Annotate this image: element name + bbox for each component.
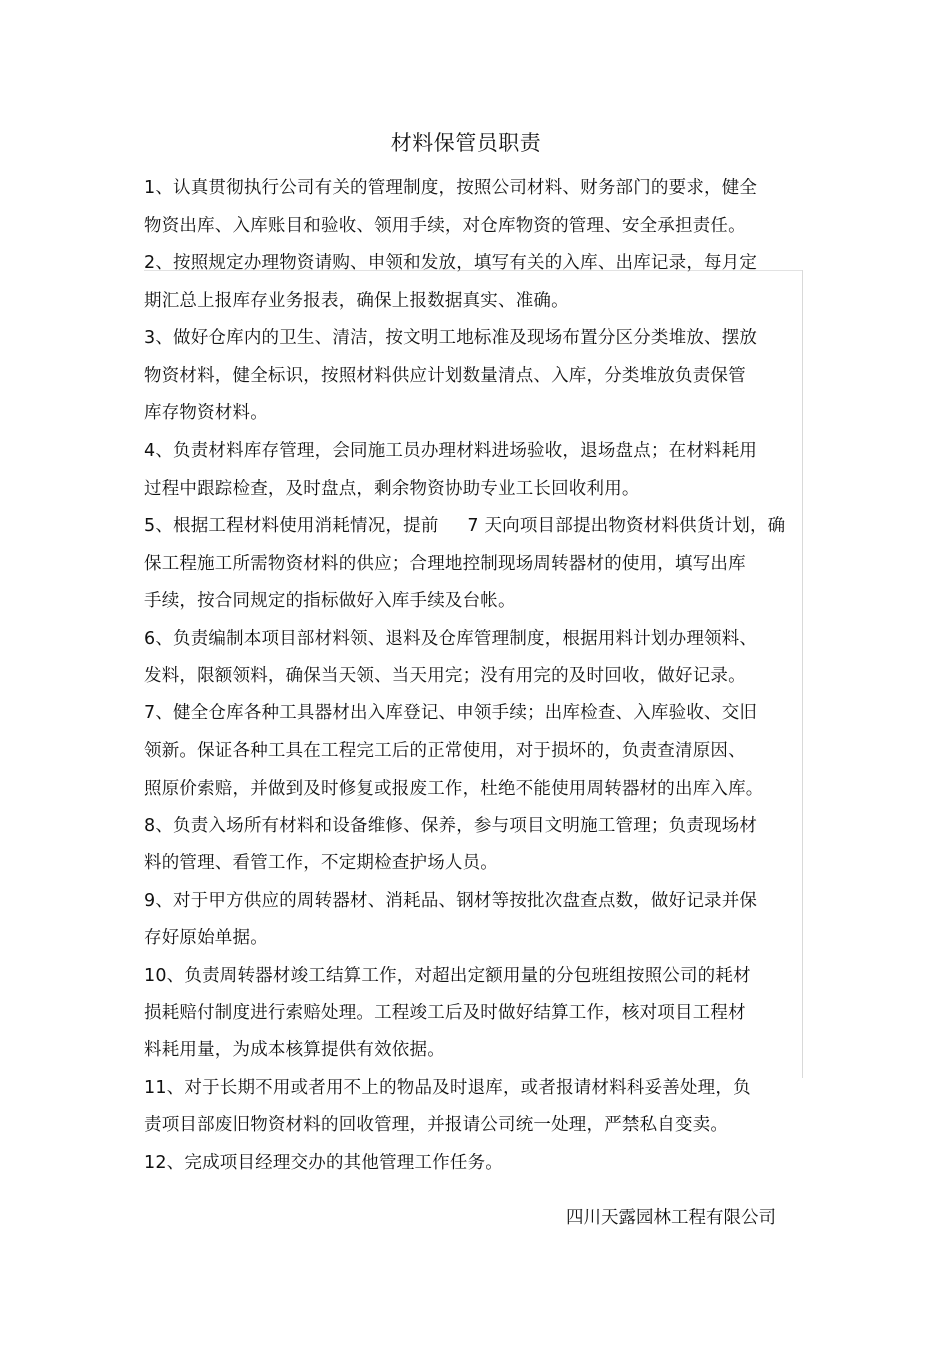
- body-line: 7、健全仓库各种工具器材出入库登记、申领手续；出库检查、入库验收、交旧: [144, 703, 758, 723]
- body-line: 手续，按合同规定的指标做好入库手续及台帐。: [144, 591, 516, 611]
- body-line: 2、按照规定办理物资请购、申领和发放，填写有关的入库、出库记录，每月定: [144, 253, 758, 273]
- body-line: 8、负责入场所有材料和设备维修、保养，参与项目文明施工管理；负责现场材: [144, 816, 758, 836]
- body-line: 照原价索赔，并做到及时修复或报废工作，杜绝不能使用周转器材的出库入库。: [144, 779, 764, 799]
- body-line: 4、负责材料库存管理，会同施工员办理材料进场验收，退场盘点；在材料耗用: [144, 441, 758, 461]
- body-line: 5、根据工程材料使用消耗情况，提前 7 天向项目部提出物资材料供货计划，确: [144, 516, 786, 536]
- body-line: 过程中跟踪检查，及时盘点，剩余物资协助专业工长回收利用。: [144, 479, 640, 499]
- body-line: 10、负责周转器材竣工结算工作，对超出定额用量的分包班组按照公司的耗材: [144, 966, 751, 986]
- body-line: 物资出库、入库账目和验收、领用手续，对仓库物资的管理、安全承担责任。: [144, 216, 746, 236]
- document-title: 材料保管员职责: [390, 131, 542, 155]
- body-line: 物资材料，健全标识，按照材料供应计划数量清点、入库，分类堆放负责保管: [144, 366, 746, 386]
- company-signature: 四川天露园林工程有限公司: [566, 1208, 776, 1228]
- body-line: 6、负责编制本项目部材料领、退料及仓库管理制度，根据用料计划办理领料、: [144, 629, 758, 649]
- body-line: 期汇总上报库存业务报表，确保上报数据真实、准确。: [144, 291, 569, 311]
- body-line: 12、完成项目经理交办的其他管理工作任务。: [144, 1153, 503, 1173]
- body-line: 损耗赔付制度进行索赔处理。工程竣工后及时做好结算工作，核对项目工程材: [144, 1003, 746, 1023]
- body-line: 领新。保证各种工具在工程完工后的正常使用，对于损坏的，负责查清原因、: [144, 741, 746, 761]
- body-line: 发料，限额领料，确保当天领、当天用完；没有用完的及时回收，做好记录。: [144, 666, 746, 686]
- body-line: 料耗用量，为成本核算提供有效依据。: [144, 1040, 445, 1060]
- body-line: 11、对于长期不用或者用不上的物品及时退库，或者报请材料科妥善处理，负: [144, 1078, 751, 1098]
- body-line: 9、对于甲方供应的周转器材、消耗品、钢材等按批次盘查点数，做好记录并保: [144, 891, 758, 911]
- frame-right-border: [802, 270, 803, 1078]
- body-line: 库存物资材料。: [144, 403, 268, 423]
- body-line: 3、做好仓库内的卫生、清洁，按文明工地标准及现场布置分区分类堆放、摆放: [144, 328, 758, 348]
- body-line: 保工程施工所需物资材料的供应；合理地控制现场周转器材的使用，填写出库: [144, 554, 746, 574]
- body-line: 1、认真贯彻执行公司有关的管理制度，按照公司材料、财务部门的要求，健全: [144, 178, 758, 198]
- body-line: 责项目部废旧物资材料的回收管理，并报请公司统一处理，严禁私自变卖。: [144, 1115, 729, 1135]
- body-line: 料的管理、看管工作，不定期检查护场人员。: [144, 853, 498, 873]
- body-line: 存好原始单据。: [144, 928, 268, 948]
